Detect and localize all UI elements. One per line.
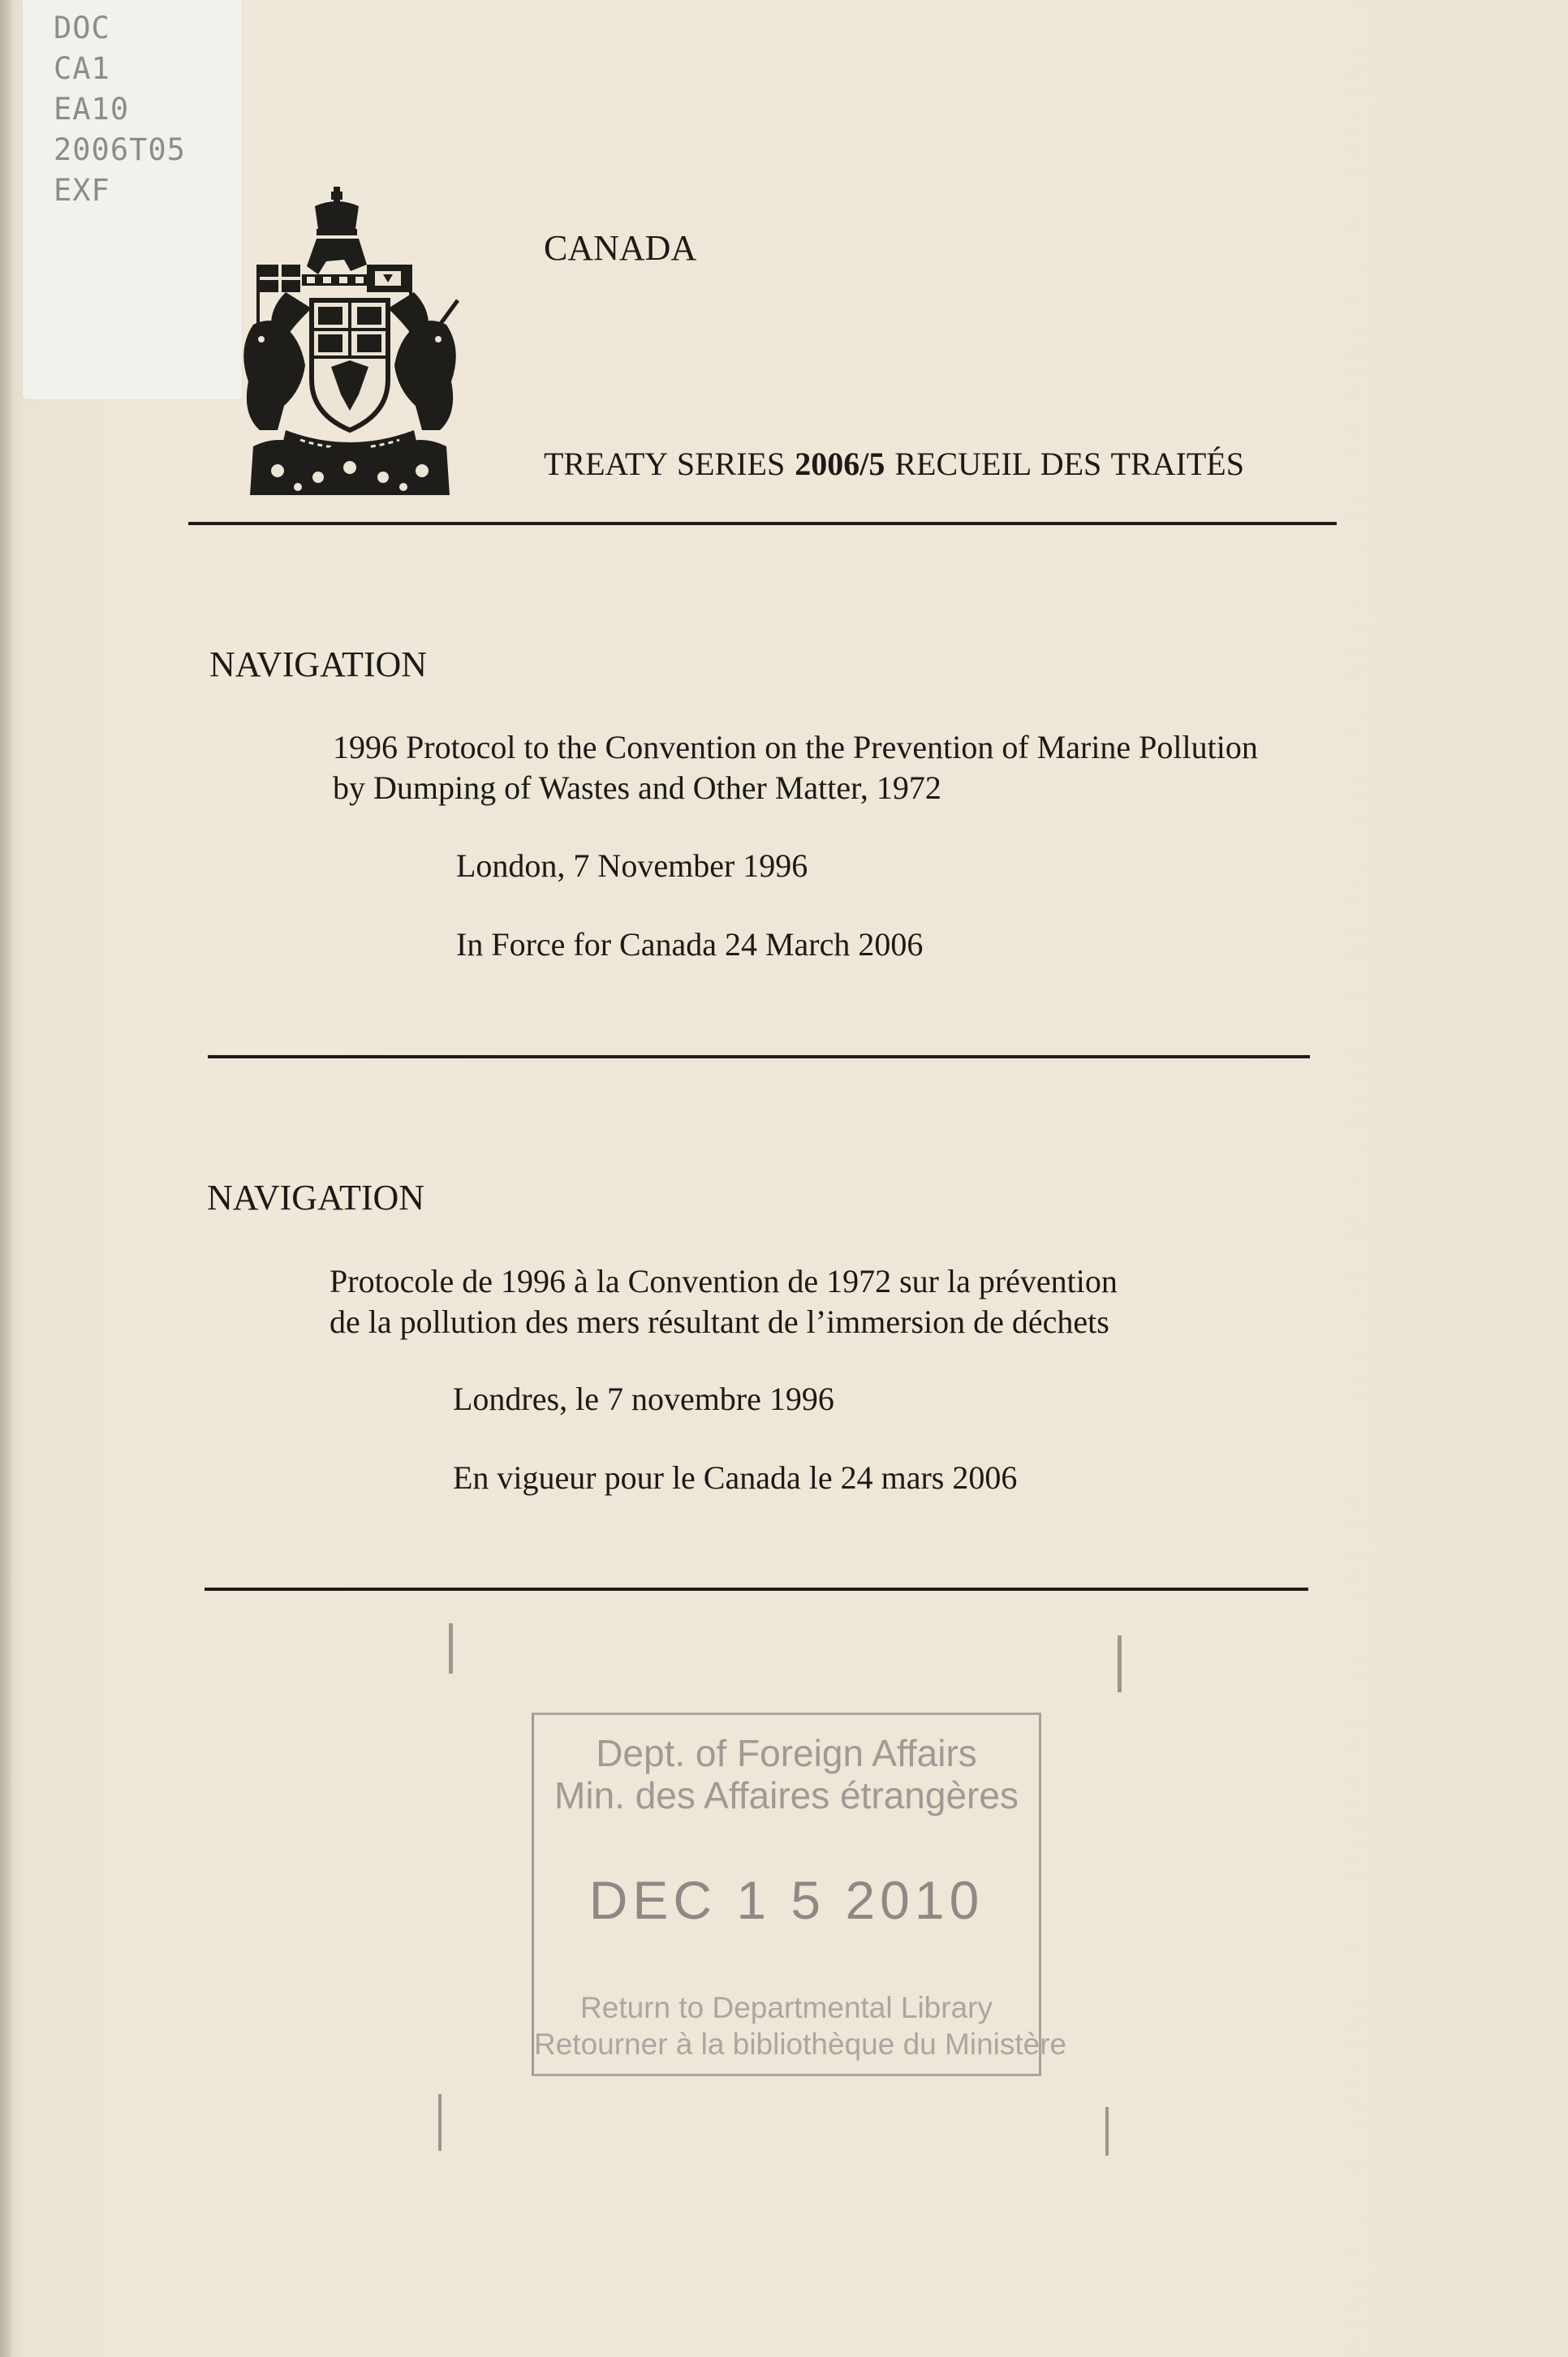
english-title-line-1: 1996 Protocol to the Convention on the Prevention of Marine Pollution <box>333 729 1258 765</box>
country-title: CANADA <box>544 228 697 268</box>
english-in-force: In Force for Canada 24 March 2006 <box>456 926 924 963</box>
french-title-line-1: Protocole de 1996 à la Convention de 1972 sur la prévention <box>330 1263 1118 1299</box>
french-place-date: Londres, le 7 novembre 1996 <box>453 1381 834 1417</box>
stamp-date: DEC 1 5 2010 <box>588 1870 984 1930</box>
call-number-line-1: DOC <box>54 11 110 45</box>
staple-mark-bottom-right <box>1105 2107 1109 2156</box>
treaty-series-line <box>544 445 1244 483</box>
call-number-line-5: EXF <box>54 173 110 208</box>
call-number-line-3: EA10 <box>54 92 130 127</box>
french-heading: NAVIGATION <box>207 1178 425 1217</box>
staple-mark-top-left <box>449 1623 453 1674</box>
french-in-force: En vigueur pour le Canada le 24 mars 2006 <box>453 1459 1018 1496</box>
english-heading: NAVIGATION <box>209 644 428 684</box>
series-label-english: TREATY SERIES <box>544 446 786 482</box>
binding-edge <box>0 0 11 2357</box>
section-divider <box>208 1055 1310 1058</box>
staple-mark-top-right <box>1118 1635 1122 1692</box>
royal-arms-of-canada-icon <box>237 187 463 511</box>
series-label-french: RECUEIL DES TRAITÉS <box>894 446 1244 482</box>
staple-mark-bottom-left <box>438 2094 442 2151</box>
english-place-date: London, 7 November 1996 <box>456 847 808 884</box>
english-title-line-2: by Dumping of Wastes and Other Matter, 1972 <box>333 769 941 806</box>
stamp-department-english: Dept. of Foreign Affairs <box>596 1732 977 1774</box>
call-number-line-2: CA1 <box>54 51 110 86</box>
call-number-label <box>23 0 242 399</box>
call-number-line-4: 2006T05 <box>54 132 186 167</box>
french-title-line-2: de la pollution des mers résultant de l’immersion de déchets <box>330 1303 1109 1340</box>
footer-divider <box>205 1588 1308 1591</box>
stamp-return-french: Retourner à la bibliothèque du Ministère <box>534 2027 1067 2061</box>
header-divider <box>188 522 1337 525</box>
stamp-return-english: Return to Departmental Library <box>580 1991 993 2024</box>
stamp-department-french: Min. des Affaires étrangères <box>554 1774 1019 1816</box>
library-received-stamp <box>532 1713 1067 2076</box>
series-number: 2006/5 <box>795 446 885 482</box>
